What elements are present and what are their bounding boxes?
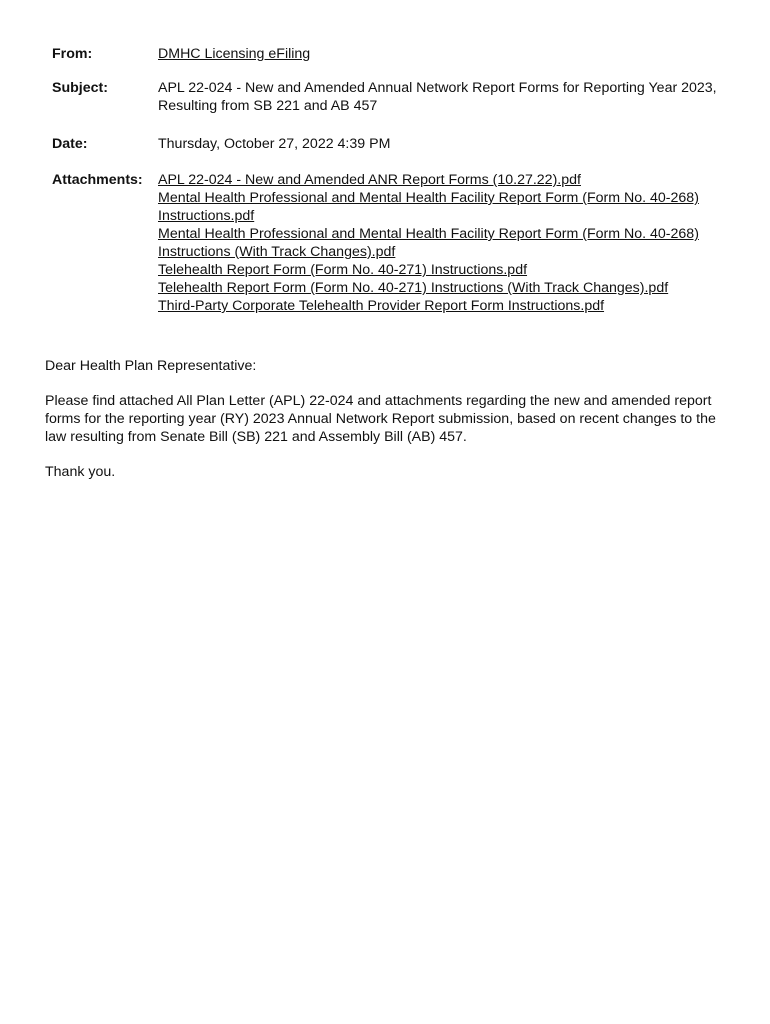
email-header [52, 45, 752, 315]
sender-link[interactable]: DMHC Licensing eFiling [158, 46, 311, 62]
attachment-link[interactable]: Mental Health Professional and Mental Health Facility Report Form (Form No. 40-268) Instructions (With Track Changes).pdf [158, 226, 699, 260]
body-paragraph: Please find attached All Plan Letter (APL) 22-024 and attachments regarding the new and amended report forms for the reporting year (RY) 2023 Annual Network Report submission, based on recent changes to the law resulting from Senate Bill (SB) 221 and Assembly Bill (AB) 457. [45, 393, 716, 445]
date-label: Date: [52, 136, 88, 152]
closing: Thank you. [45, 464, 116, 480]
attachment-list [158, 171, 752, 315]
greeting: Dear Health Plan Representative: [45, 358, 257, 374]
attachment-link[interactable]: Third-Party Corporate Telehealth Provider Report Form Instructions.pdf [158, 298, 605, 314]
attachment-link[interactable]: Telehealth Report Form (Form No. 40-271) Instructions.pdf [158, 262, 528, 278]
from-row [52, 45, 752, 63]
subject-label: Subject: [52, 80, 108, 96]
attachment-link[interactable]: APL 22-024 - New and Amended ANR Report Forms (10.27.22).pdf [158, 172, 581, 188]
from-value [158, 45, 752, 63]
date-row [52, 135, 752, 153]
subject-row [52, 79, 752, 115]
date-value: Thursday, October 27, 2022 4:39 PM [158, 136, 391, 152]
subject-value: APL 22-024 - New and Amended Annual Network Report Forms for Reporting Year 2023, Resulting from SB 221 and AB 457 [158, 80, 717, 114]
attachments-row [52, 171, 752, 315]
from-label: From: [52, 46, 93, 62]
attachment-link[interactable]: Telehealth Report Form (Form No. 40-271) Instructions (With Track Changes).pdf [158, 280, 669, 296]
attachment-link[interactable]: Mental Health Professional and Mental Health Facility Report Form (Form No. 40-268) Instructions.pdf [158, 190, 699, 224]
attachments-label: Attachments: [52, 172, 143, 188]
email-body [45, 357, 725, 498]
